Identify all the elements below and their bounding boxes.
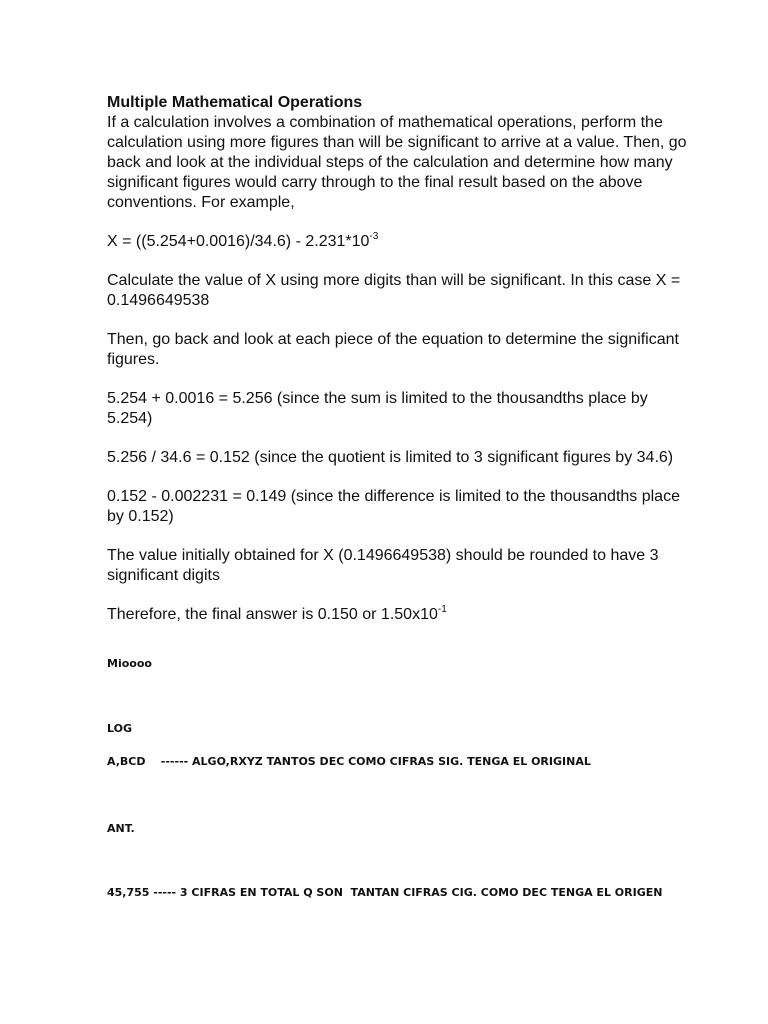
note-log-rule: A,BCD ------ ALGO,RXYZ TANTOS DEC COMO CIFRAS SIG. TENGA EL ORIGINAL <box>107 755 591 768</box>
document-body <box>107 93 687 644</box>
calculate-paragraph: Calculate the value of X using more digits than will be significant. In this case X = 0.1496649538 <box>107 272 681 309</box>
step-sum-paragraph: 5.254 + 0.0016 = 5.256 (since the sum is limited to the thousandths place by 5.254) <box>107 390 648 427</box>
rounded-paragraph: The value initially obtained for X (0.1496649538) should be rounded to have 3 significant digits <box>107 547 659 584</box>
final-answer-exponent: -1 <box>437 603 447 615</box>
equation-exponent: -3 <box>369 230 379 242</box>
note-ant: ANT. <box>107 822 135 835</box>
note-ant-rule: 45,755 ----- 3 CIFRAS EN TOTAL Q SON TANTAN CIFRAS CIG. COMO DEC TENGA EL ORIGEN <box>107 886 663 899</box>
intro-paragraph: If a calculation involves a combination of mathematical operations, perform the calculation using more figures than will be significant to arrive at a value. Then, go back and look at the individual steps of the calculation and determine how many significant figures would carry through to the final result based on the above conventions. For example, <box>107 114 687 211</box>
step-difference-paragraph: 0.152 - 0.002231 = 0.149 (since the difference is limited to the thousandths place by 0.152) <box>107 488 680 525</box>
note-mioooo: Mioooo <box>107 657 152 670</box>
equation-line <box>107 232 687 252</box>
step-quotient-paragraph: 5.256 / 34.6 = 0.152 (since the quotient is limited to 3 significant figures by 34.6) <box>107 449 674 466</box>
equation-base: X = ((5.254+0.0016)/34.6) - 2.231*10 <box>107 233 370 250</box>
note-log: LOG <box>107 722 132 735</box>
section-heading: Multiple Mathematical Operations <box>107 94 363 111</box>
final-answer-line <box>107 605 687 625</box>
then-paragraph: Then, go back and look at each piece of the equation to determine the significant figures. <box>107 331 679 368</box>
final-answer-base: Therefore, the final answer is 0.150 or 1.50x10 <box>107 606 438 623</box>
